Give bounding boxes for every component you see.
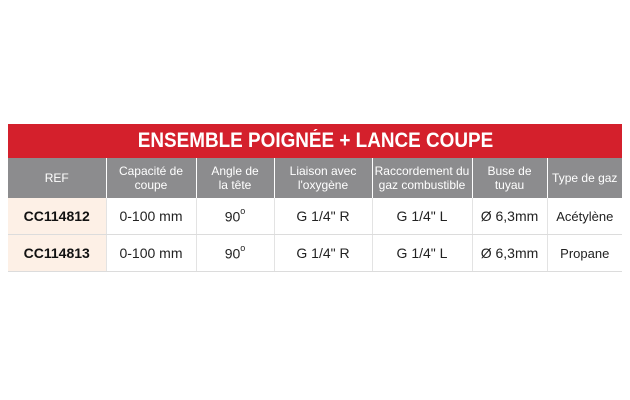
header-oxygen: Liaison avec l'oxygène: [274, 158, 372, 198]
oxygen-cell: G 1/4" R: [274, 198, 372, 235]
capacity-cell: 0-100 mm: [106, 235, 196, 272]
table-row: [8, 235, 622, 272]
spec-table: [8, 158, 622, 272]
nozzle-cell: Ø 6,3mm: [472, 198, 547, 235]
angle-cell: 90$^o$: [196, 198, 274, 235]
ref-cell: CC114813: [8, 235, 106, 272]
ref-cell: CC114812: [8, 198, 106, 235]
header-gas-type: Type de gaz: [547, 158, 622, 198]
gas-cell: Propane: [547, 235, 622, 272]
product-table: [8, 124, 622, 272]
oxygen-cell: G 1/4" R: [274, 235, 372, 272]
header-angle: Angle de la tête: [196, 158, 274, 198]
header-row: [8, 158, 622, 198]
nozzle-cell: Ø 6,3mm: [472, 235, 547, 272]
angle-cell: 90$^o$: [196, 235, 274, 272]
header-fuel: Raccordement du gaz combustible: [372, 158, 472, 198]
header-nozzle: Buse de tuyau: [472, 158, 547, 198]
header-capacity: Capacité de coupe: [106, 158, 196, 198]
fuel-cell: G 1/4" L: [372, 198, 472, 235]
gas-cell: Acétylène: [547, 198, 622, 235]
header-ref: REF: [8, 158, 106, 198]
table-title-bar: [8, 124, 622, 158]
fuel-cell: G 1/4" L: [372, 235, 472, 272]
capacity-cell: 0-100 mm: [106, 198, 196, 235]
table-title: ENSEMBLE POIGNÉE + LANCE COUPE: [137, 129, 493, 152]
table-row: [8, 198, 622, 235]
